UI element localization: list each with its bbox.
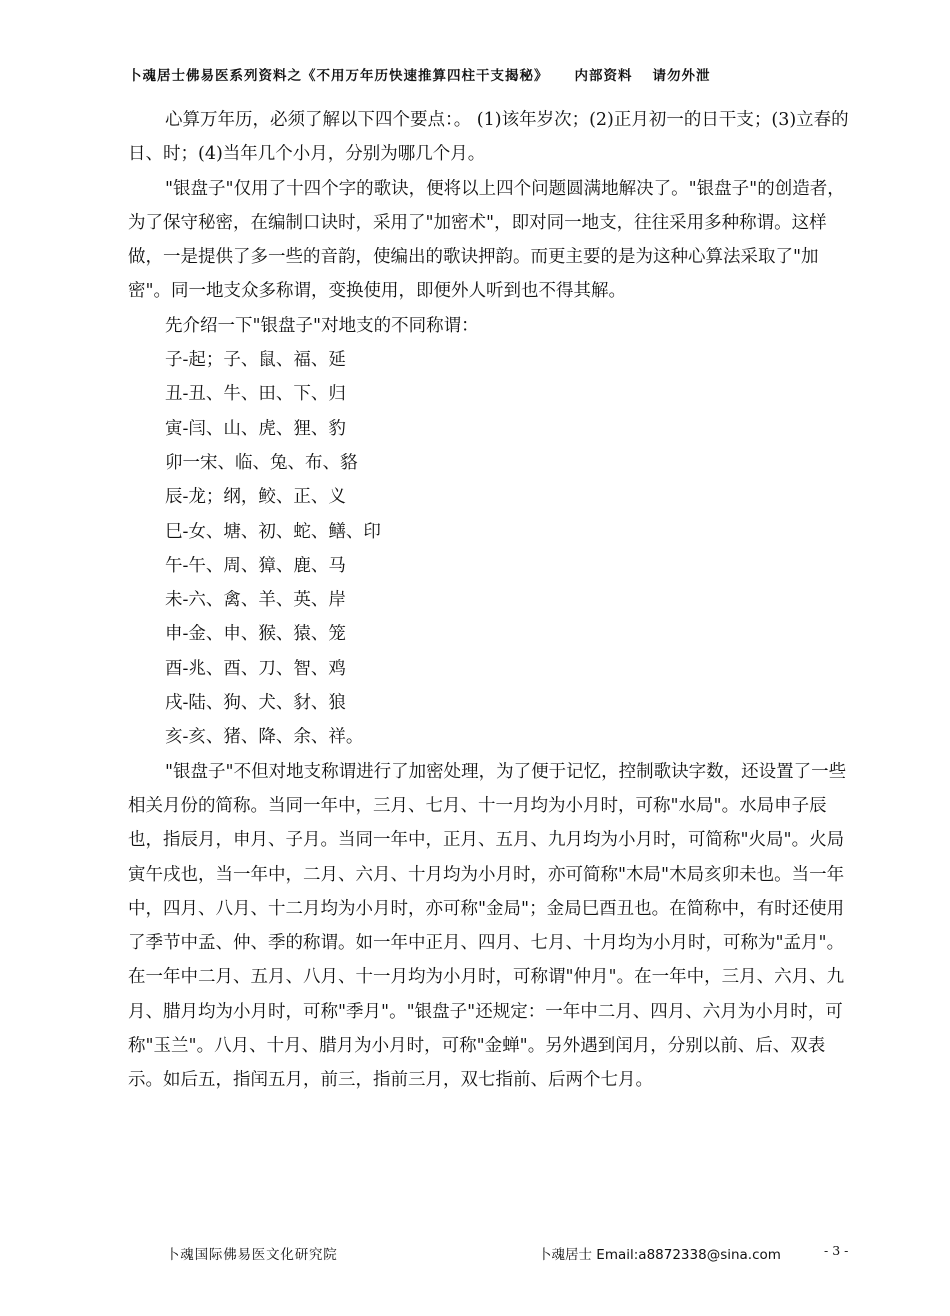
branch-names-list — [128, 343, 858, 755]
header-tag-confidential: 请勿外泄 — [652, 68, 711, 84]
list-item: 子-起；子、鼠、福、延 — [165, 350, 346, 371]
footer-institute: 卜魂国际佛易医文化研究院 — [166, 1247, 338, 1263]
paragraph-key-points: 心算万年历，必须了解以下四个要点：。 (1)该年岁次；(2)正月初一的日干支；(3)立春的日、时；(4)当年几个小月，分别为哪几个月。 — [128, 110, 849, 165]
list-item: 未-六、禽、羊、英、岸 — [165, 590, 346, 611]
list-item: 亥-亥、猪、降、余、祥。 — [165, 727, 364, 748]
header-tag-internal: 内部资料 — [574, 68, 633, 84]
list-item: 午-午、周、獐、鹿、马 — [165, 555, 346, 576]
list-item: 辰-龙；纲，鲛、正、义 — [165, 487, 346, 508]
page-footer — [0, 1243, 950, 1265]
document-body — [128, 103, 858, 1098]
page-header — [128, 64, 868, 84]
footer-author-email: 卜魂居士 Email:a8872338@sina.com — [538, 1247, 781, 1263]
list-item: 酉-兆、酉、刀、智、鸡 — [165, 658, 346, 679]
list-item: 申-金、申、猴、猿、笼 — [165, 624, 346, 645]
list-item: 卯一宋、临、兔、布、貉 — [165, 452, 358, 473]
paragraph-month-abbreviations: "银盘子"不但对地支称谓进行了加密处理，为了便于记忆，控制歌诀字数，还设置了一些相关月份的简称。当同一年中，三月、七月、十一月均为小月时，可称"水局"。水局申子辰也，指辰月，申月、子月。当同一年中，正月、五月、九月均为小月时，可简称"火局"。火局寅午戌也，当一年中，二月、六月、十月均为小月时，亦可简称"木局"木局亥卯未也。当一年中，四月、八月、十二月均为小月时，亦可称"金局"；金局巳酉丑也。在简称中，有时还使用了季节中孟、仲、季的称谓。如一年中正月、四月、七月、十月均为小月时，可称为"孟月"。在一年中二月、五月、八月、十一月均为小月时，可称谓"仲月"。在一年中，三月、六月、九月、腊月均为小月时，可称"季月"。"银盘子"还规定：一年中二月、四月、六月为小月时，可称"玉兰"。八月、十月、腊月为小月时，可称"金蝉"。另外遇到闰月，分别以前、后、双表示。如后五，指闰五月，前三，指前三月，双七指前、后两个七月。 — [128, 761, 847, 1091]
header-title: 卜魂居士佛易医系列资料之《不用万年历快速推算四柱干支揭秘》 — [128, 68, 549, 84]
paragraph-branch-names-intro: 先介绍一下"银盘子"对地支的不同称谓： — [165, 315, 479, 336]
list-item: 寅-闫、山、虎、狸、豹 — [165, 418, 346, 439]
page-number: - 3 - — [824, 1243, 849, 1258]
list-item: 丑-丑、牛、田、下、归 — [165, 384, 346, 405]
paragraph-silver-plate-intro: "银盘子"仅用了十四个字的歌诀，便将以上四个问题圆满地解决了。"银盘子"的创造者，为了保守秘密，在编制口诀时，采用了"加密术"，即对同一地支，往往采用多种称谓。这样做，一是提供了多一些的音韵，使编出的歌诀押韵。而更主要的是为这种心算法采取了"加密"。同一地支众多称谓，变换使用，即便外人听到也不得其解。 — [128, 178, 845, 302]
list-item: 戌-陆、狗、犬、豺、狼 — [165, 693, 346, 714]
list-item: 巳-女、塘、初、蛇、鳝、印 — [165, 521, 381, 542]
